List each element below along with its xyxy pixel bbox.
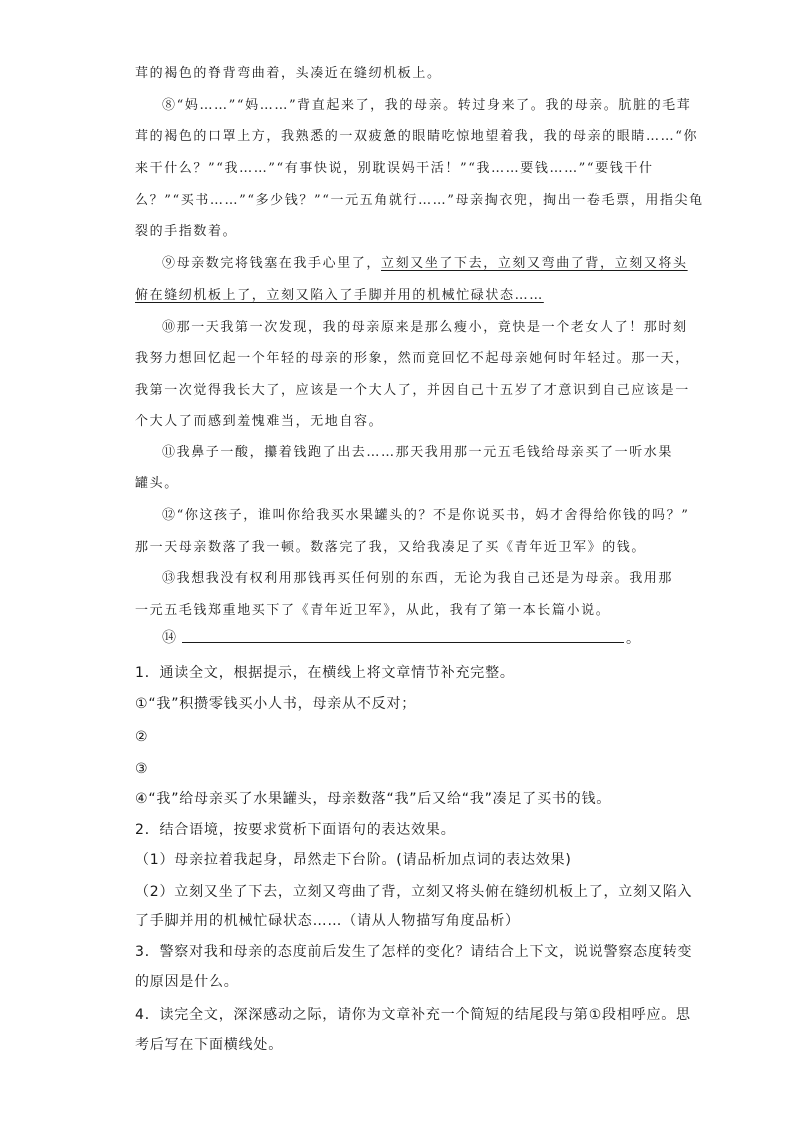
hint-4: ④“我”给母亲买了水果罐头，母亲数落“我”后又给“我”凑足了买书的钱。	[135, 791, 612, 807]
story-paragraph-9	[162, 254, 688, 274]
story-line: 裂的手指数着。	[135, 224, 238, 239]
story-line: 茸的褐色的脊背弯曲着，头凑近在缝纫机板上。	[135, 66, 442, 81]
question-4-cont: 考后写在下面横线处。	[135, 1037, 283, 1053]
underlined-sentence: 俯在缝纫机板上了，立刻又陷入了手脚并用的机械忙碌状态……	[135, 288, 544, 303]
question-4: 4．读完全文，深深感动之际，请你为文章补充一个简短的结尾段与第①段相呼应。思	[135, 1007, 691, 1023]
hint-2: ②	[135, 729, 149, 745]
story-paragraph-11: ⑪我鼻子一酸，攥着钱跑了出去……那天我用那一元五毛钱给母亲买了一听水果	[162, 445, 674, 460]
question-2: 2．结合语境，按要求赏析下面语句的表达效果。	[135, 822, 456, 838]
question-2-part-1: （1）母亲拉着我起身，昂然走下台阶。(请品析加点词的表达效果)	[135, 852, 572, 868]
question-2-part-2: （2）立刻又坐了下去，立刻又弯曲了背，立刻又将头俯在缝纫机板上了，立刻又陷入	[135, 884, 693, 900]
story-paragraph-12: ⑫“你这孩子，谁叫你给我买水果罐头的？不是你说买书，妈才舍得给你钱的吗？”	[162, 508, 690, 523]
answer-blank-line[interactable]	[182, 642, 624, 643]
story-line	[135, 286, 544, 306]
question-3-cont: 的原因是什么。	[135, 974, 239, 990]
story-paragraph-8: ⑧“妈……”“妈……”背直起来了，我的母亲。转过身来了。我的母亲。肮脏的毛茸	[162, 98, 692, 113]
story-line: 我第一次觉得我长大了，应该是一个大人了，并因自己十五岁了才意识到自己应该是一	[135, 383, 690, 398]
question-2-part-2-cont: 了手脚并用的机械忙碌状态……（请从人物描写角度品析）	[135, 913, 520, 929]
hint-3: ③	[135, 761, 149, 777]
hint-1: ①“我”积攒零钱买小人书，母亲从不反对；	[135, 696, 417, 712]
story-line: 那一天母亲数落了我一顿。数落完了我，又给我凑足了买《青年近卫军》的钱。	[135, 540, 647, 555]
story-line: 我努力想回忆起一个年轻的母亲的形象，然而竟回忆不起母亲她何时年轻过。那一天，	[135, 351, 690, 366]
story-line: 来干什么？”“我……”“有事快说，别耽误妈干活！”“我……要钱……”“要钱干什	[135, 161, 654, 176]
story-text: ⑨母亲数完将钱塞在我手心里了，	[162, 256, 382, 271]
question-3: 3．警察对我和母亲的态度前后发生了怎样的变化？请结合上下文，说说警察态度转变	[135, 944, 693, 960]
paragraph-14-number: ⑭	[162, 630, 176, 646]
story-line: 茸的褐色的口罩上方，我熟悉的一双疲惫的眼睛吃惊地望着我，我的母亲的眼睛……“你	[135, 129, 699, 144]
story-line: 个大人了而感到羞愧难当，无地自容。	[135, 414, 384, 429]
story-line: 罐头。	[135, 476, 179, 491]
story-line: 一元五毛钱郑重地买下了《青年近卫军》，从此，我有了第一本长篇小说。	[135, 603, 611, 618]
story-line: 么？”“买书……”“多少钱？”“一元五角就行……”母亲掏衣兜，掏出一卷毛票，用指尖龟	[135, 193, 704, 208]
story-paragraph-13: ⑬我想我没有权利用那钱再买任何别的东西，无论为我自己还是为母亲。我用那	[162, 571, 674, 586]
underlined-sentence: 立刻又坐了下去，立刻又弯曲了背，立刻又将头	[381, 256, 688, 271]
blank-period: 。	[626, 631, 640, 647]
question-1: 1．通读全文，根据提示，在横线上将文章情节补充完整。	[135, 665, 515, 681]
story-paragraph-10: ⑩那一天我第一次发现，我的母亲原来是那么瘦小，竟快是一个老女人了！那时刻	[162, 320, 688, 335]
